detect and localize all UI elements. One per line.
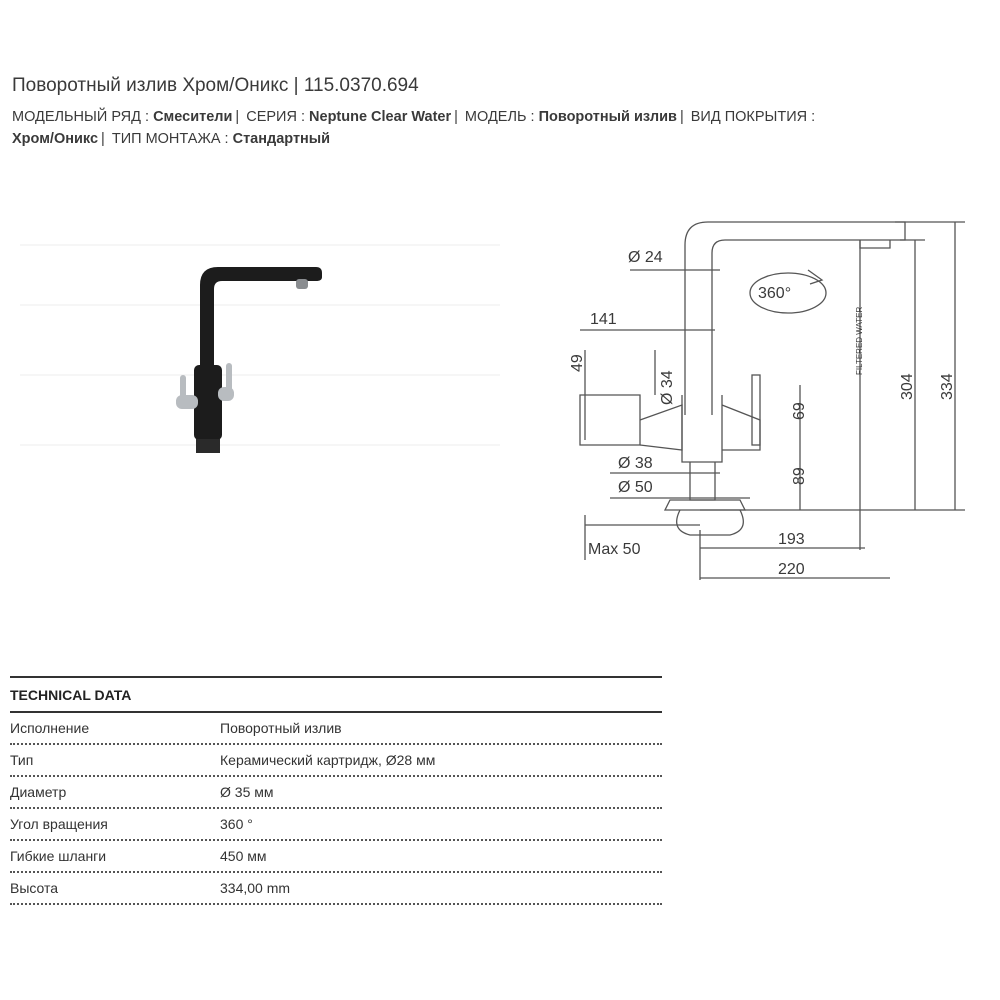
spec-label: Угол вращения [10, 816, 108, 832]
product-meta: МОДЕЛЬНЫЙ РЯД : Смесители | СЕРИЯ : Neptune Clear Water | МОДЕЛЬ : Поворотный излив | ВИД ПОКРЫТИЯ : Хром/Оникс | ТИП МОНТАЖА : Стандартный [12, 109, 816, 147]
spec-value: Ø 35 мм [220, 784, 274, 800]
meta-value-model: Поворотный излив [538, 109, 677, 125]
spec-value: 450 мм [220, 848, 267, 864]
meta-label-range: МОДЕЛЬНЫЙ РЯД [12, 109, 141, 125]
meta-value-finish: Хром/Оникс [12, 131, 99, 147]
dim-49: 49 [569, 354, 586, 372]
dim-d34: Ø 34 [659, 370, 676, 405]
dimension-drawing [560, 200, 980, 600]
dim-d38: Ø 38 [618, 455, 653, 472]
meta-label-finish: ВИД ПОКРЫТИЯ [690, 109, 808, 125]
table-row [10, 777, 662, 809]
spec-label: Тип [10, 752, 34, 768]
technical-data-heading: TECHNICAL DATA [10, 678, 662, 713]
table-row [10, 713, 662, 745]
technical-data-table [10, 676, 662, 905]
spec-value: Керамический картридж, Ø28 мм [220, 752, 436, 768]
dim-69: 69 [791, 402, 808, 420]
spec-value: Поворотный излив [220, 720, 342, 736]
dim-d24: Ø 24 [628, 249, 663, 266]
meta-label-mount: ТИП МОНТАЖА [111, 131, 221, 147]
product-title: Поворотный излив Хром/Оникс | 115.0370.694 [12, 75, 419, 96]
dim-rotation: 360° [758, 285, 792, 302]
dim-334: 334 [939, 373, 956, 400]
meta-label-series: СЕРИЯ [246, 109, 297, 125]
faucet-photo [0, 215, 520, 485]
table-row [10, 873, 662, 905]
filtered-water-label: FILTERED WATER [855, 306, 864, 375]
spec-value: 360 ° [220, 816, 253, 832]
dim-193: 193 [778, 531, 805, 548]
dim-max50: Max 50 [588, 541, 641, 558]
table-row [10, 841, 662, 873]
meta-value-range: Смесители [153, 109, 233, 125]
meta-value-mount: Стандартный [232, 131, 331, 147]
spec-label: Высота [10, 880, 59, 896]
dim-d50: Ø 50 [618, 479, 653, 496]
spec-value: 334,00 mm [220, 880, 291, 896]
dim-304: 304 [899, 373, 916, 400]
spec-label: Гибкие шланги [10, 848, 107, 864]
dim-220: 220 [778, 561, 805, 578]
dim-89: 89 [791, 467, 808, 485]
table-row [10, 745, 662, 777]
table-row [10, 809, 662, 841]
dim-141: 141 [590, 311, 617, 328]
meta-label-model: МОДЕЛЬ [464, 109, 527, 125]
spec-label: Исполнение [10, 720, 90, 736]
meta-value-series: Neptune Clear Water [309, 109, 452, 125]
spec-label: Диаметр [10, 784, 67, 800]
